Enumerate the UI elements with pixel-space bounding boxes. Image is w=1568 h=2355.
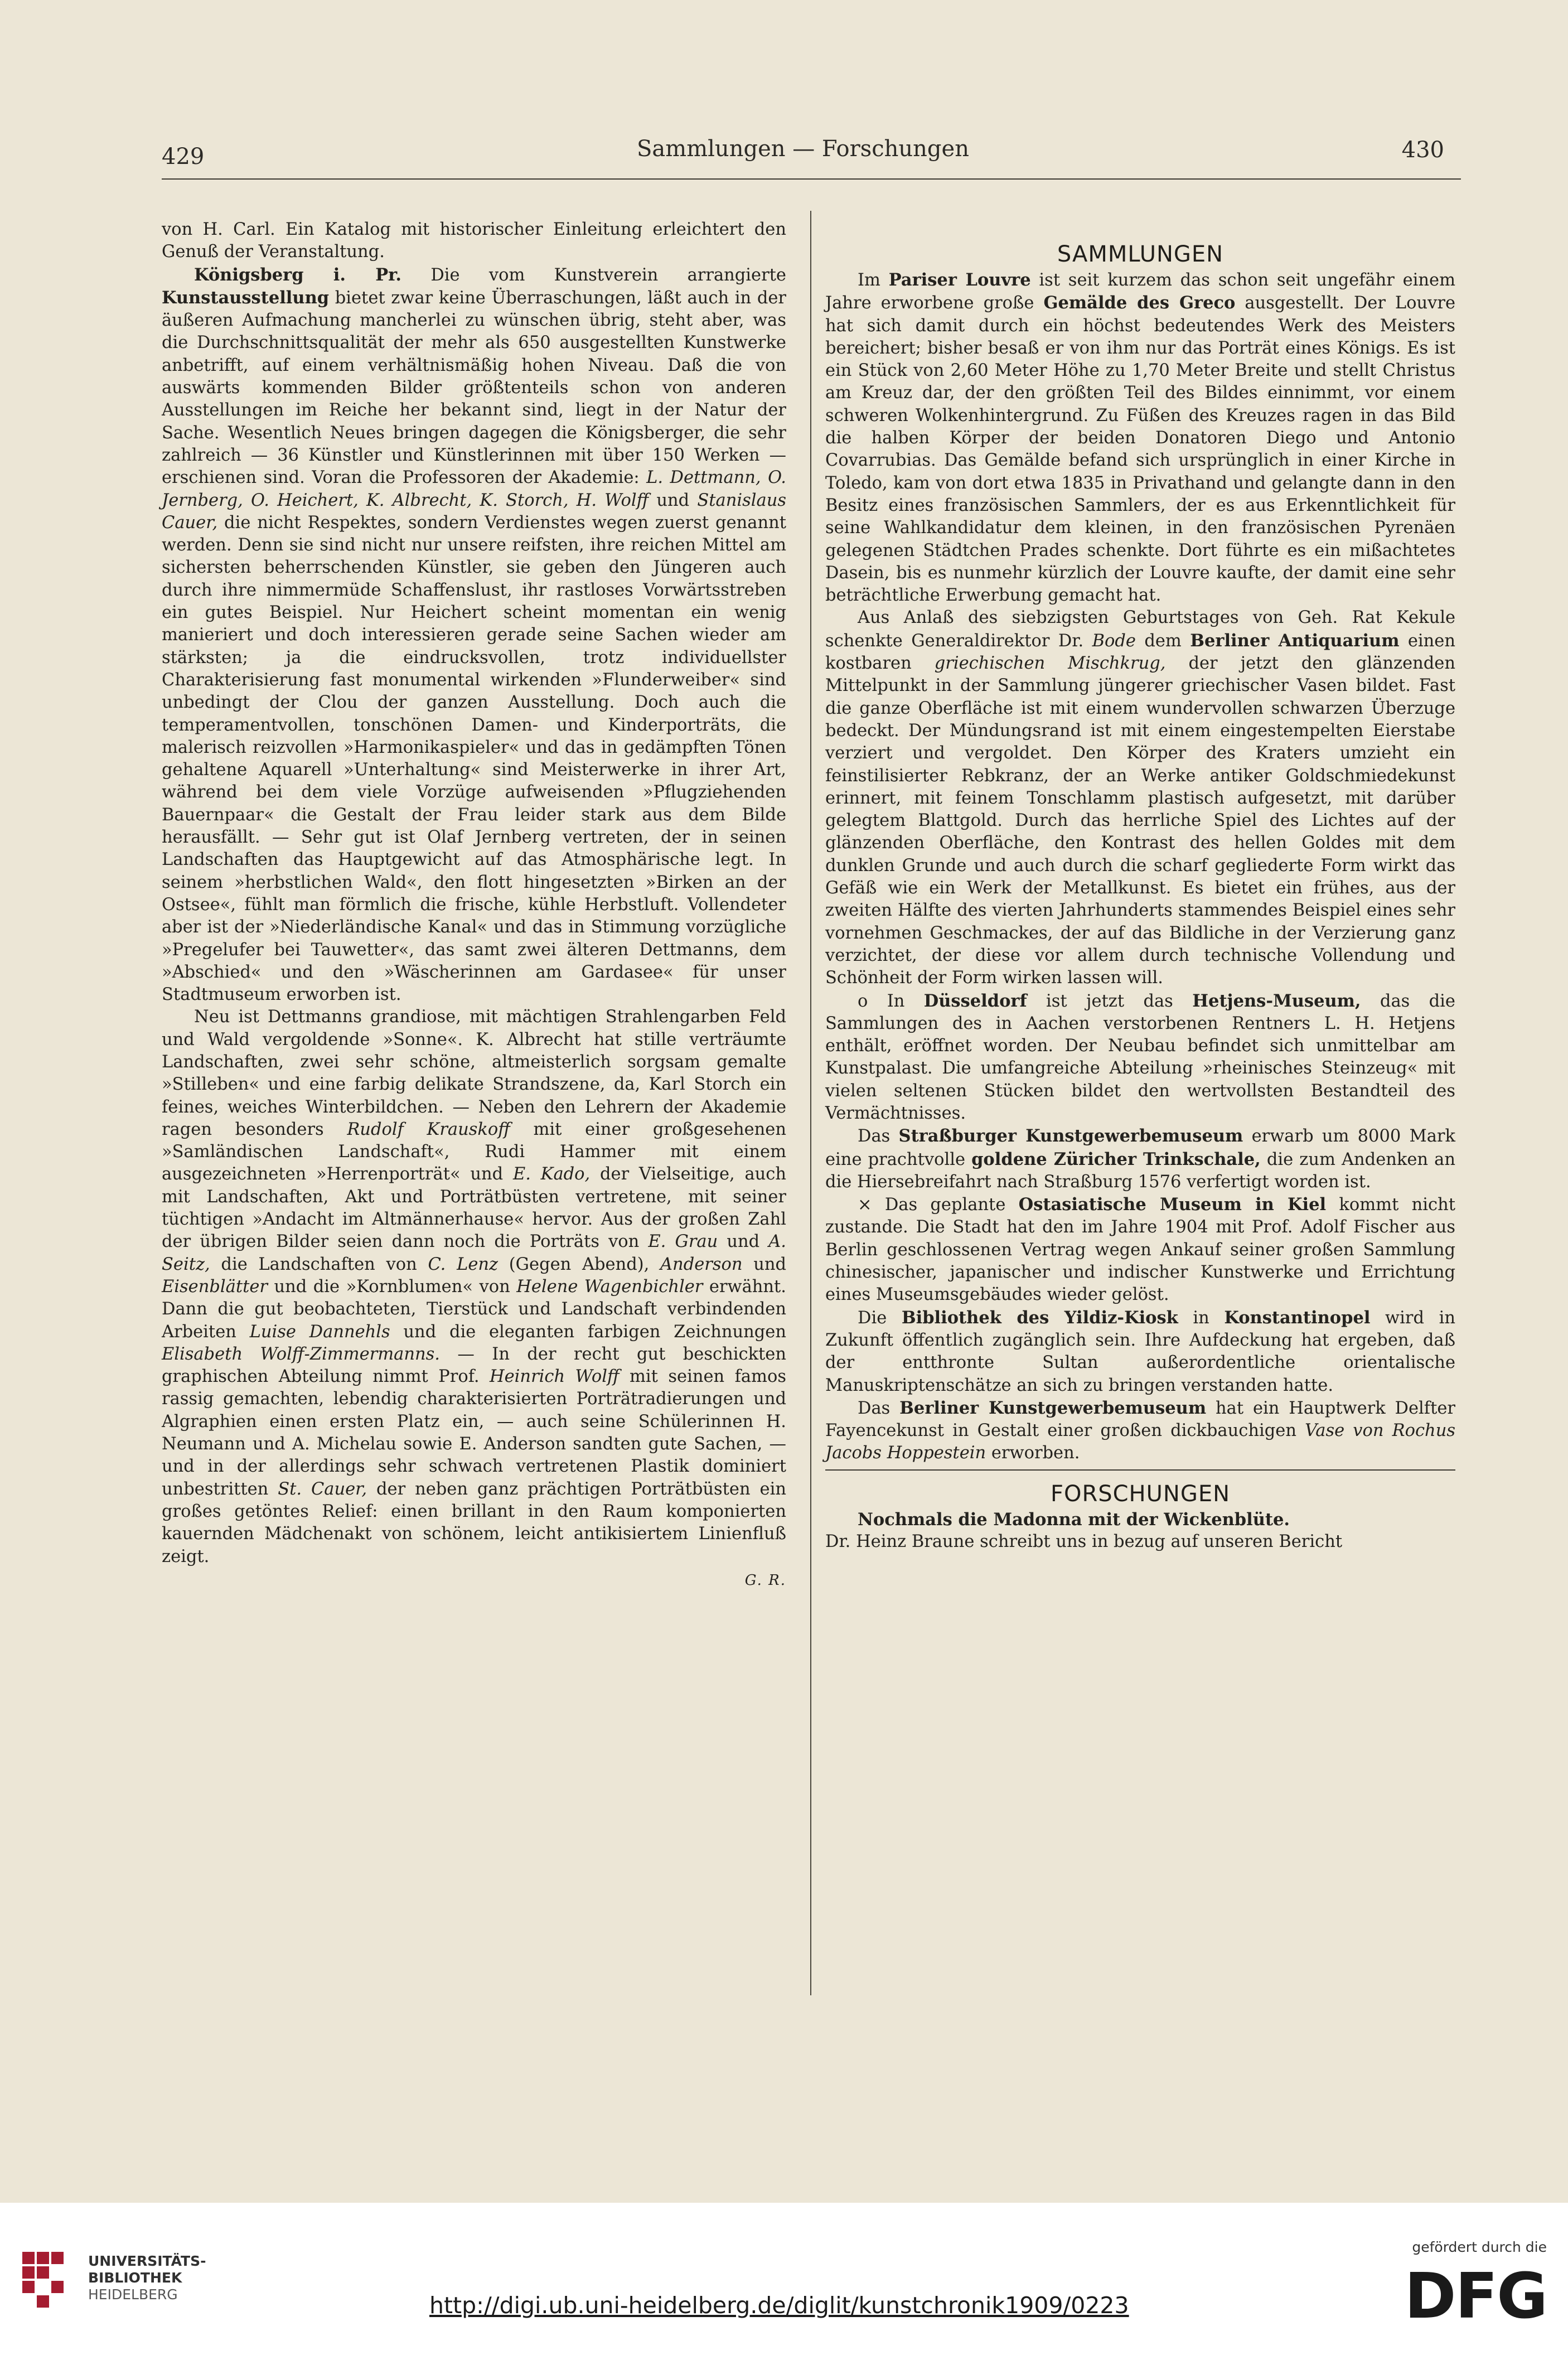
section-title-sammlungen: SAMMLUNGEN — [1057, 241, 1224, 267]
university-line-1: UNIVERSITÄTS- — [88, 2253, 206, 2269]
source-url-link[interactable]: http://digi.ub.uni-heidelberg.de/diglit/kunstchronik1909/0223 — [429, 2292, 1129, 2319]
sammlungen-paragraph: Im Pariser Louvre ist seit kurzem das schon seit ungefähr einem Jahre erworbene große Gemälde des Greco ausgestellt. Der Louvre hat sich damit durch ein höchst bedeutendes Werk des Meisters bereichert; bisher besaß er von ihm nur das Porträt eines Königs. Es ist ein Stück von 2,60 Meter Höhe zu 1,70 Meter Breite und stellt Christus am Kreuz dar, der den größten Teil des Bildes einnimmt, vor einem schweren Wolkenhintergrund. Zu Füßen des Kreuzes ragen in das Bild die halben Körper der beiden Donatoren Diego und Antonio Covarrubias. Das Gemälde befand sich ursprünglich in einer Kirche in Toledo, kam von dort etwa 1835 in Privathand und gelangte dann in den Besitz eines französischen Sammlers, der es aus Erkenntlichkeit für seine Wahlkandidatur dem kleinen, in den französischen Pyrenäen gelegenen Städtchen Prades schenkte. Dort führte es ein mißachtetes Dasein, bis es nunmehr kürzlich der Louvre kaufte, der damit eine sehr beträchtliche Erwerbung gemacht hat. — [825, 270, 1456, 606]
sammlungen-paragraph: o In Düsseldorf ist jetzt das Hetjens-Museum, das die Sammlungen des in Aachen verstorbenen Rentners L. H. Hetjens enthält, eröffnet worden. Der Neubau befindet sich unmittelbar am Kunstpalast. Die umfangreiche Abteilung »rheinisches Steinzeug« mit vielen seltenen Stücken bildet den wertvollsten Bestandteil des Vermächtnisses. — [825, 990, 1455, 1123]
sammlungen-paragraph: Die Bibliothek des Yildiz-Kiosk in Konstantinopel wird in Zukunft öffentlich zugänglich sein. Ihre Aufdeckung hat ergeben, daß der entthronte Sultan außerordentliche orientalische Manuskriptenschätze an sich zu bringen verstanden hatte. — [825, 1307, 1455, 1395]
article-heading: Nochmals die Madonna mit der Wickenblüte. — [858, 1509, 1290, 1530]
dfg-logo-icon: DFG — [1404, 2260, 1547, 2333]
section-title-forschungen: FORSCHUNGEN — [1050, 1481, 1231, 1507]
sammlungen-paragraph: Aus Anlaß des siebzigsten Geburtstages von Geh. Rat Kekule schenkte Generaldirektor Dr. Bode dem Berliner Antiquarium einen kostbaren griechischen Mischkrug, der jetzt den glänzenden Mittelpunkt in der Sammlung jüngerer griechischer Vasen bildet. Fast die ganze Oberfläche ist mit einem wundervollen schwarzen Überzuge bedeckt. Der Mündungsrand ist mit einem eingestempelten Eierstabe verziert und vergoldet. Den Körper des Kraters umzieht ein feinstilisierter Rebkranz, der an Werke antiker Goldschmiedekunst erinnert, mit feinem Tonschlamm plastisch aufgesetzt, mit darüber gelegtem Blattgold. Durch das herrliche Spiel des Lichtes auf der glänzenden Oberfläche, den Kontrast des hellen Goldes mit dem dunklen Grunde und auch durch die scharf gegliederte Form wirkt das Gefäß wie ein Werk der Metallkunst. Es bietet ein frühes, aus der zweiten Hälfte des vierten Jahrhunderts stammendes Beispiel eines sehr vornehmen Geschmackes, der auf das Bildliche in der Verzierung ganz verzichtet, der diese vor allem durch technische Vollendung und Schönheit der Form wirken lassen will. — [825, 608, 1456, 988]
column-divider — [810, 211, 811, 1995]
university-library-logo-icon — [22, 2252, 78, 2310]
left-column-paragraph: Königsberg i. Pr. Die vom Kunstverein arrangierte Kunstausstellung bietet zwar keine Überraschungen, läßt auch in der äußeren Aufmachung mancherlei zu wünschen übrig, steht aber, was die Durchschnittsqualität der mehr als 650 ausgestellten Kunstwerke anbetrifft, auf einem verhältnismäßig hohen Niveau. Daß die von auswärts kommenden Bilder größtenteils schon von anderen Ausstellungen im Reiche her bekannt sind, liegt in der Natur der Sache. Wesentlich Neues bringen dagegen die Königsberger, die sehr zahlreich — 36 Künstler und Künstlerinnen mit über 150 Werken — erschienen sind. Voran die Professoren der Akademie: L. Dettmann, O. Jernberg, O. Heichert, K. Albrecht, K. Storch, H. Wolff und Stanislaus Cauer, die nicht Respektes, sondern Verdienstes wegen zuerst genannt werden. Denn sie sind nicht nur unsere reifsten, ihre reichen Mittel am sichersten beherrschenden Künstler, sie geben den Jüngeren auch durch ihre nimmermüde Schaffenslust, ihr rastloses Vorwärtsstreben ein gutes Beispiel. Nur Heichert scheint momentan ein wenig manieriert und doch interessieren gerade seine Sachen wieder am stärksten; ja die eindrucksvollen, trotz individuellster Charakterisierung fast monumental wirkenden »Flunderweiber« sind unbedingt der Clou der ganzen Ausstellung. Doch auch die temperamentvollen, tonschönen Damen- und Kinderporträts, die malerisch reizvollen »Harmonikaspieler« und das in gedämpften Tönen gehaltene Aquarell »Unterhaltung« sind Meisterwerke in ihrer Art, während bei dem viele Vorzüge aufweisenden »Pflugziehenden Bauernpaar« die Gestalt der Frau leider stark aus dem Bilde herausfällt. — Sehr gut ist Olaf Jernberg vertreten, der in seinen Landschaften das Hauptgewicht auf das Atmosphärische legt. In seinem »herbstlichen Wald«, den flott hingesetzten »Birken an der Ostsee«, fühlt man förmlich die frische, kühle Herbstluft. Vollendeter aber ist der »Niederländische Kanal« und das in Stimmung vorzügliche »Pregelufer bei Tauwetter«, das samt zwei älteren Dettmanns, dem »Abschied« und den »Wäscherinnen am Gardasee« für unser Stadtmuseum erworben ist. — [162, 264, 786, 1005]
left-column-paragraph: von H. Carl. Ein Katalog mit historischer Einleitung erleichtert den Genuß der Veranstaltung. — [162, 220, 786, 262]
author-signature: G. R. — [744, 1571, 786, 1589]
university-line-2: BIBLIOTHEK — [88, 2270, 182, 2286]
right-column — [825, 241, 1455, 1553]
left-column — [162, 219, 786, 1592]
running-title: Sammlungen — Forschungen — [637, 136, 969, 162]
header-rule — [162, 178, 1461, 180]
page-number-right: 430 — [1401, 137, 1444, 163]
university-library-name — [88, 2253, 206, 2303]
university-line-3: HEIDELBERG — [88, 2286, 178, 2303]
sammlungen-paragraph: Das Straßburger Kunstgewerbemuseum erwarb um 8000 Mark eine prachtvolle goldene Züricher Trinkschale, die zum Andenken an die Hiersebreifahrt nach Straßburg 1576 verfertigt worden ist. — [825, 1126, 1455, 1192]
page-header — [162, 133, 1444, 183]
section-rule — [825, 1469, 1455, 1471]
sammlungen-paragraph: × Das geplante Ostasiatische Museum in Kiel kommt nicht zustande. Die Stadt hat den im Jahre 1904 mit Prof. Adolf Fischer aus Berlin geschlossenen Vertrag wegen Ankauf seiner großen Sammlung chinesischer, japanischer und indischer Kunstwerke und Errichtung eines Museumsgebäudes wieder gelöst. — [825, 1195, 1455, 1305]
funding-note: gefördert durch die — [1412, 2239, 1547, 2255]
footer-bar — [0, 2203, 1568, 2355]
left-column-text — [162, 219, 786, 1568]
sammlungen-text — [825, 269, 1455, 1465]
article-text: Dr. Heinz Braune schreibt uns in bezug auf unseren Bericht — [825, 1532, 1343, 1552]
signature-line — [162, 1568, 786, 1592]
page-number-left: 429 — [162, 144, 205, 170]
left-column-paragraph: Neu ist Dettmanns grandiose, mit mächtigen Strahlengarben Feld und Wald vergoldende »Sonne«. K. Albrecht hat stille verträumte Landschaften, zwei sehr schöne, altmeisterlich sorgsam gemalte »Stilleben« und eine farbig delikate Strandszene, da, Karl Storch ein feines, weiches Winterbildchen. — Neben den Lehrern der Akademie ragen besonders Rudolf Krauskoff mit einer großgesehenen »Samländischen Landschaft«, Rudi Hammer mit einem ausgezeichneten »Herrenporträt« und E. Kado, der Vielseitige, auch mit Landschaften, Akt und Porträtbüsten vertretene, mit seiner tüchtigen »Andacht im Altmännerhause« hervor. Aus der großen Zahl der übrigen Bilder seien dann noch die Porträts von E. Grau und A. Seitz, die Landschaften von C. Lenz (Gegen Abend), Anderson und Eisenblätter und die »Kornblumen« von Helene Wagenbichler erwähnt. Dann die gut beobachteten, Tierstück und Landschaft verbindenden Arbeiten Luise Dannehls und die eleganten farbigen Zeichnungen Elisabeth Wolff-Zimmermanns. — In der recht gut beschickten graphischen Abteilung nimmt Prof. Heinrich Wolff mit seinen famos rassig gemachten, lebendig charakterisierten Porträtradierungen und Algraphien einen ersten Platz ein, — auch seine Schülerinnen H. Neumann und A. Michelau sowie E. Anderson sandten gute Sachen, — und in der allerdings sehr schwach vertretenen Plastik dominiert unbestritten St. Cauer, der neben ganz prächtigen Porträtbüsten ein großes getöntes Relief: einen brillant in den Raum komponierten kauernden Mädchenakt von schönem, leicht antikisiertem Linienfluß zeigt. — [162, 1007, 787, 1566]
sammlungen-paragraph: Das Berliner Kunstgewerbemuseum hat ein Hauptwerk Delfter Fayencekunst in Gestalt einer großen dickbauchigen Vase von Rochus Jacobs Hoppestein erworben. — [825, 1397, 1455, 1463]
